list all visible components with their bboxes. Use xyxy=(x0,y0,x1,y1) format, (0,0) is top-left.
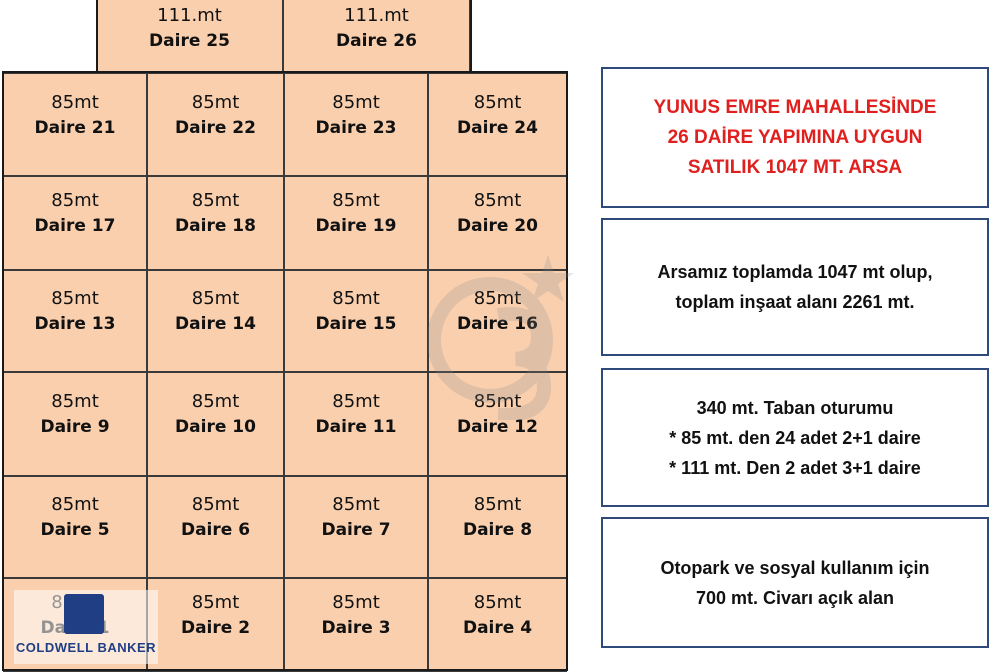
unit-area: 85mt xyxy=(332,190,380,211)
unit-name: Daire 19 xyxy=(315,216,397,236)
info-line: * 85 mt. den 24 adet 2+1 daire xyxy=(669,427,921,448)
unit-name: Daire 23 xyxy=(315,117,397,138)
info-box xyxy=(601,368,989,507)
unit-name: Daire 24 xyxy=(457,117,538,138)
unit-area: 85mt xyxy=(191,91,240,113)
unit-name: Daire 6 xyxy=(180,520,251,540)
unit-name: Daire 18 xyxy=(175,216,256,236)
unit-area: 85mt xyxy=(473,91,522,113)
unit-name: Daire 21 xyxy=(34,117,116,138)
unit-area: 111.mt xyxy=(344,5,409,26)
main-units-frame xyxy=(2,71,568,671)
info-line: Otopark ve sosyal kullanım için xyxy=(660,557,930,578)
unit-name: Daire 17 xyxy=(34,216,116,236)
unit-area: 85mt xyxy=(332,391,380,412)
unit-area: 85mt xyxy=(191,592,240,613)
unit-name: Daire 25 xyxy=(149,31,230,51)
info-line: 700 mt. Civarı açık alan xyxy=(695,587,895,608)
headline-box xyxy=(601,67,989,208)
unit-name: Daire 7 xyxy=(321,520,391,540)
brand-badge-icon xyxy=(64,594,104,634)
unit-area: 85mt xyxy=(332,91,380,113)
unit-area: 85mt xyxy=(332,494,380,515)
unit-area: 85mt xyxy=(51,91,99,113)
unit-area: 85mt xyxy=(332,288,380,309)
info-line: 26 DAİRE YAPIMINA UYGUN xyxy=(667,126,923,148)
unit-name: Daire 4 xyxy=(462,618,533,638)
unit-name: Daire 26 xyxy=(336,31,417,51)
unit-name: Daire 2 xyxy=(180,618,251,638)
unit-name: Daire 14 xyxy=(175,314,256,334)
unit-area: 85mt xyxy=(191,288,240,309)
unit-name: Daire 12 xyxy=(457,417,538,437)
info-line: toplam inşaat alanı 2261 mt. xyxy=(675,292,915,312)
unit-area: 85mt xyxy=(191,190,240,211)
unit-area: 85mt xyxy=(332,592,380,613)
unit-area: 85mt xyxy=(473,288,522,309)
unit-area: 85mt xyxy=(191,391,240,412)
unit-name: Daire 22 xyxy=(175,117,256,138)
info-box xyxy=(601,517,989,648)
unit-name: Daire 15 xyxy=(315,314,397,334)
unit-name: Daire 3 xyxy=(321,618,391,638)
unit-area: 85mt xyxy=(51,494,99,515)
top-units-frame xyxy=(96,0,472,73)
info-line: SATILIK 1047 MT. ARSA xyxy=(687,156,903,178)
info-line: * 111 mt. Den 2 adet 3+1 daire xyxy=(669,457,921,478)
unit-area: 85mt xyxy=(191,494,240,515)
unit-area: 85mt xyxy=(473,391,522,412)
unit-area: 85mt xyxy=(473,592,522,613)
unit-name: Daire 20 xyxy=(457,216,538,236)
brand-name: COLDWELL BANKER xyxy=(15,640,157,655)
unit-name: Daire 16 xyxy=(457,314,538,334)
info-line: YUNUS EMRE MAHALLESİNDE xyxy=(653,96,937,118)
unit-area: 85mt xyxy=(51,391,99,412)
unit-area: 85mt xyxy=(473,494,522,515)
unit-area: 111.mt xyxy=(157,5,222,26)
unit-name: Daire 5 xyxy=(40,520,110,540)
unit-name: Daire 11 xyxy=(315,417,397,437)
info-box xyxy=(601,218,989,356)
info-line: 340 mt. Taban oturumu xyxy=(696,397,894,418)
unit-area: 85mt xyxy=(51,190,99,211)
unit-area: 85mt xyxy=(473,190,522,211)
unit-name: Daire 10 xyxy=(175,417,256,437)
info-line: Arsamız toplamda 1047 mt olup, xyxy=(657,262,933,282)
unit-area: 85mt xyxy=(51,288,99,309)
unit-name: Daire 13 xyxy=(34,314,116,334)
unit-name: Daire 8 xyxy=(462,520,533,540)
unit-name: Daire 9 xyxy=(40,417,110,437)
brand-logo xyxy=(14,590,158,664)
